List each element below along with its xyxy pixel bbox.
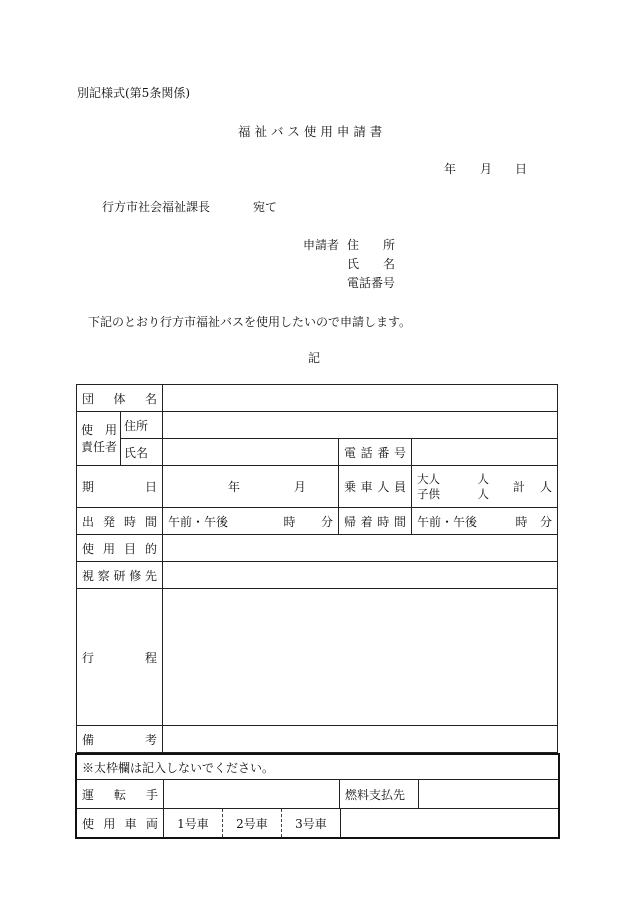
date-day: 日: [515, 162, 528, 176]
ki-label: 記: [308, 351, 321, 365]
applicant-label: 申請者: [303, 238, 340, 252]
addressee: 行方市社会福祉課長: [102, 200, 211, 214]
bus2-option[interactable]: 2号車: [223, 809, 282, 837]
applicant-phone-label: 電話番号: [347, 276, 396, 290]
itinerary-field[interactable]: [163, 589, 558, 726]
period-field[interactable]: 年 月: [163, 466, 339, 508]
date-year: 年: [444, 162, 457, 176]
row-group-name: [77, 385, 558, 412]
group-name-field[interactable]: [163, 385, 558, 412]
phone-label: 電 話 番 号: [344, 445, 406, 460]
statement: 下記のとおり行方市福祉バスを使用したいので申請します。: [88, 315, 412, 329]
name-label: 氏名: [121, 439, 163, 466]
return-label: 帰 着 時 間: [344, 514, 406, 529]
purpose-field[interactable]: [163, 535, 558, 562]
visit-label: 視 察 研 修 先: [82, 568, 158, 583]
address-label: 住所: [121, 412, 163, 439]
period-label: 期 日: [82, 480, 158, 494]
passengers-field[interactable]: 大人 人 子供 人 計 人: [412, 466, 558, 508]
addressee-suffix: 宛て: [253, 200, 278, 214]
page-title: 福 祉 バ ス 使 用 申 請 書: [238, 124, 383, 139]
purpose-label: 使 用 目 的: [82, 541, 158, 556]
bus1-option[interactable]: 1号車: [164, 809, 223, 837]
name-field[interactable]: [163, 439, 339, 466]
address-field[interactable]: [163, 412, 558, 439]
fuel-field[interactable]: [419, 780, 558, 808]
applicant-address-label: 住 所: [347, 238, 396, 252]
departure-field[interactable]: 午前・午後 時 分: [163, 508, 339, 535]
form-reference: 別記様式(第5条関係): [77, 86, 190, 100]
applicant-name-label: 氏 名: [347, 257, 396, 271]
office-use-section: [75, 753, 560, 839]
driver-field[interactable]: [164, 780, 340, 808]
passengers-label: 乗 車 人 員: [344, 480, 406, 494]
group-name-label: 団 体 名: [82, 391, 158, 406]
responsible-label: 使 用 責任者: [77, 412, 121, 466]
departure-label: 出 発 時 間: [82, 514, 158, 529]
itinerary-label: 行 程: [82, 650, 158, 665]
driver-label: 運 転 手: [82, 787, 158, 802]
bus3-option[interactable]: 3号車: [282, 809, 341, 837]
phone-field[interactable]: [412, 439, 558, 466]
application-table: [76, 384, 558, 753]
vehicle-extra: [341, 809, 558, 837]
remarks-label: 備 考: [82, 732, 158, 747]
fuel-label: 燃料支払先: [340, 780, 419, 808]
return-field[interactable]: 午前・午後 時 分: [412, 508, 558, 535]
office-use-note: ※太枠欄は記入しないでください。: [77, 755, 558, 780]
date-month: 月: [480, 162, 493, 176]
visit-field[interactable]: [163, 562, 558, 589]
vehicle-label: 使 用 車 両: [82, 816, 158, 831]
remarks-field[interactable]: [163, 726, 558, 753]
